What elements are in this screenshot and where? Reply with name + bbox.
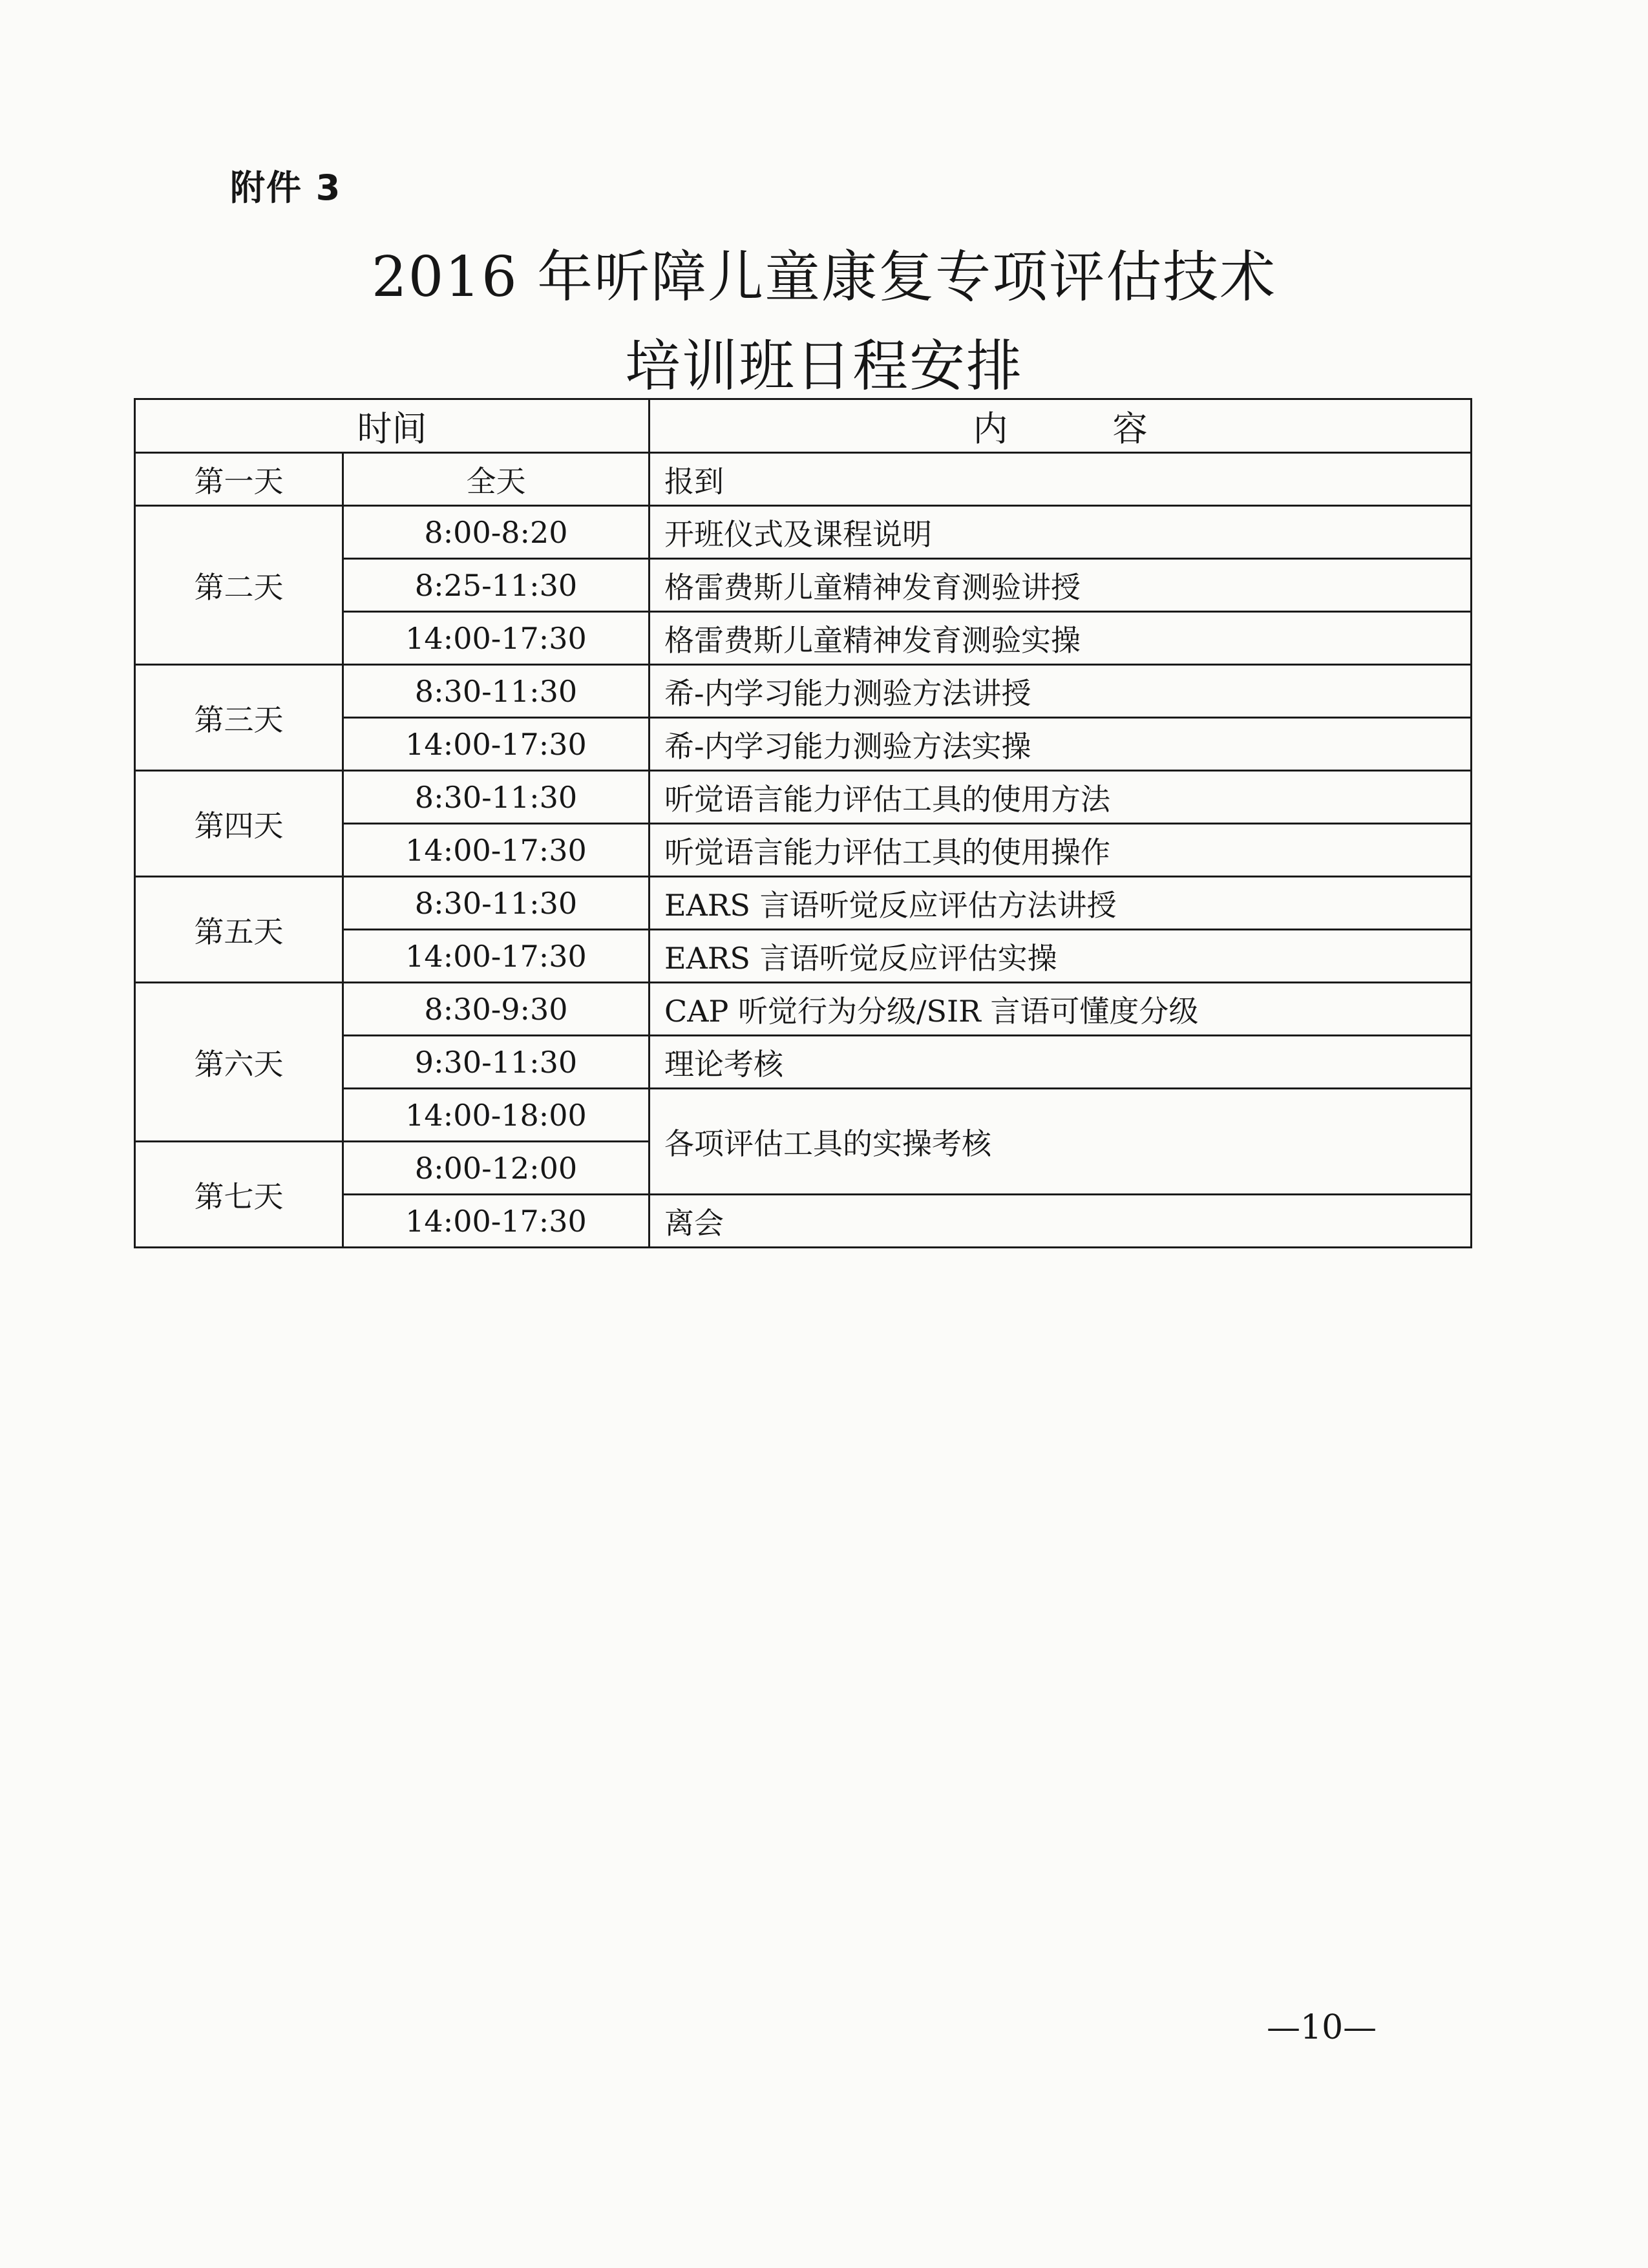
time-cell: 14:00-17:30 <box>343 1195 650 1248</box>
page-number: —10— <box>1267 2008 1377 2047</box>
table-row <box>135 665 1472 718</box>
content-cell: 听觉语言能力评估工具的使用操作 <box>650 824 1472 877</box>
time-cell: 8:25-11:30 <box>343 559 650 612</box>
content-cell: 理论考核 <box>650 1036 1472 1089</box>
day-cell: 第一天 <box>135 453 343 506</box>
time-cell: 9:30-11:30 <box>343 1036 650 1089</box>
content-cell: 格雷费斯儿童精神发育测验实操 <box>650 612 1472 665</box>
content-cell: EARS 言语听觉反应评估方法讲授 <box>650 877 1472 930</box>
attachment-label: 附件 3 <box>230 167 342 208</box>
table-row <box>135 877 1472 930</box>
content-cell: 希-内学习能力测验方法讲授 <box>650 665 1472 718</box>
content-cell: 离会 <box>650 1195 1472 1248</box>
content-cell: 希-内学习能力测验方法实操 <box>650 718 1472 771</box>
time-cell: 8:30-11:30 <box>343 771 650 824</box>
title-line-1: 2016 年听障儿童康复专项评估技术 <box>371 245 1277 310</box>
time-cell: 14:00-17:30 <box>343 718 650 771</box>
time-cell: 8:30-11:30 <box>343 877 650 930</box>
table-row <box>135 983 1472 1036</box>
day-cell: 第三天 <box>135 665 343 771</box>
table-row <box>135 506 1472 559</box>
day-cell: 第六天 <box>135 983 343 1142</box>
header-time: 时间 <box>135 399 650 453</box>
time-cell: 14:00-17:30 <box>343 612 650 665</box>
time-cell: 全天 <box>343 453 650 506</box>
header-content: 内 容 <box>650 399 1472 453</box>
table-row <box>135 453 1472 506</box>
time-cell: 8:30-11:30 <box>343 665 650 718</box>
content-cell: EARS 言语听觉反应评估实操 <box>650 930 1472 983</box>
content-cell: 格雷费斯儿童精神发育测验讲授 <box>650 559 1472 612</box>
content-cell: 开班仪式及课程说明 <box>650 506 1472 559</box>
table-header-row <box>135 399 1472 453</box>
title-line-2: 培训班日程安排 <box>625 334 1023 399</box>
time-cell: 8:30-9:30 <box>343 983 650 1036</box>
day-cell: 第五天 <box>135 877 343 983</box>
document-title <box>129 233 1519 411</box>
day-cell: 第七天 <box>135 1142 343 1248</box>
time-cell: 8:00-8:20 <box>343 506 650 559</box>
time-cell: 14:00-18:00 <box>343 1089 650 1142</box>
content-cell: CAP 听觉行为分级/SIR 言语可懂度分级 <box>650 983 1472 1036</box>
time-cell: 14:00-17:30 <box>343 930 650 983</box>
time-cell: 14:00-17:30 <box>343 824 650 877</box>
time-cell: 8:00-12:00 <box>343 1142 650 1195</box>
content-cell: 听觉语言能力评估工具的使用方法 <box>650 771 1472 824</box>
table-row <box>135 771 1472 824</box>
day-cell: 第四天 <box>135 771 343 877</box>
day-cell: 第二天 <box>135 506 343 665</box>
content-cell: 各项评估工具的实操考核 <box>650 1089 1472 1195</box>
content-cell: 报到 <box>650 453 1472 506</box>
schedule-table <box>134 398 1472 1248</box>
